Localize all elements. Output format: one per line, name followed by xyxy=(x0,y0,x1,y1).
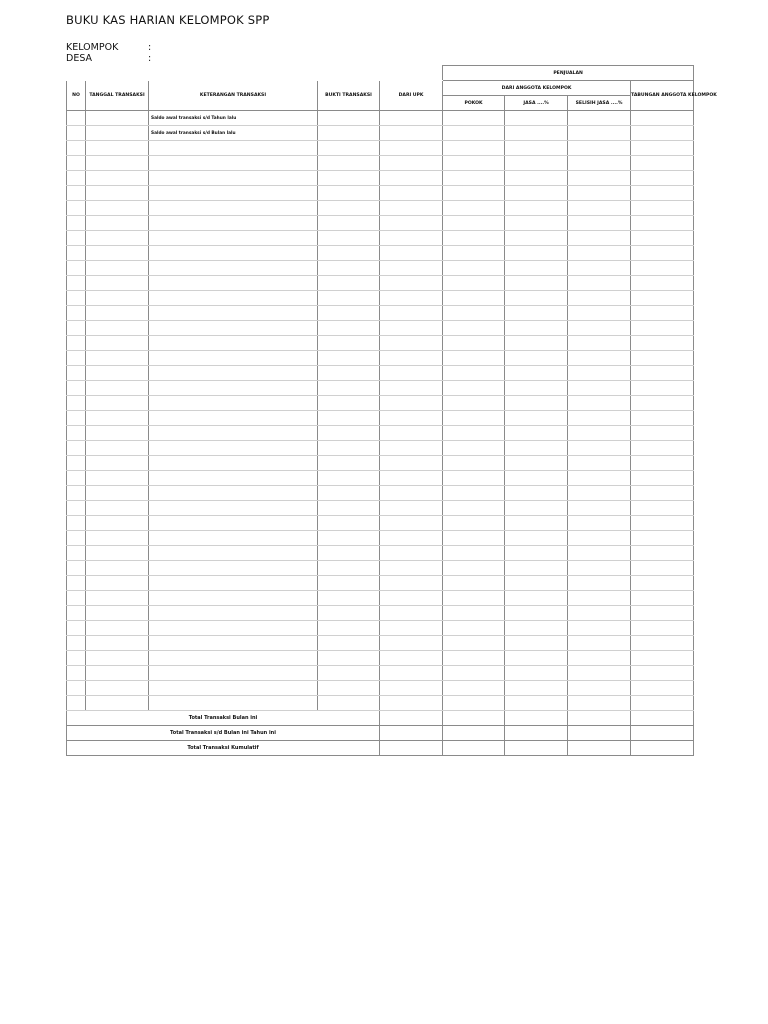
table-row xyxy=(67,351,694,366)
table-row xyxy=(67,126,694,141)
kelompok-field xyxy=(66,42,151,53)
table-row xyxy=(67,366,694,381)
table-row xyxy=(67,501,694,516)
total-kumulatif-label: Total Transaksi Kumulatif xyxy=(67,741,380,756)
table-row xyxy=(67,516,694,531)
table-row xyxy=(67,546,694,561)
total-bulan-ini-label: Total Transaksi Bulan ini xyxy=(67,711,380,726)
saldo-tahun-lalu: Saldo awal transaksi s/d Tahun lalu xyxy=(149,111,318,126)
table-row xyxy=(67,216,694,231)
table-row xyxy=(67,606,694,621)
table-row xyxy=(67,486,694,501)
table-row xyxy=(67,561,694,576)
table-row xyxy=(67,396,694,411)
header-pokok: POKOK xyxy=(443,96,505,111)
table-row xyxy=(67,381,694,396)
header-selisih: SELISIH JASA ....% xyxy=(568,96,631,111)
table-row xyxy=(67,666,694,681)
desa-label: DESA xyxy=(66,53,93,64)
header-tanggal: TANGGAL TRANSAKSI xyxy=(86,81,149,111)
ledger-body xyxy=(67,111,694,711)
table-row xyxy=(67,681,694,696)
table-row xyxy=(67,576,694,591)
header-bukti: BUKTI TRANSAKSI xyxy=(318,81,380,111)
table-row xyxy=(67,276,694,291)
kelompok-label: KELOMPOK xyxy=(66,42,119,53)
footer-row-total-kumulatif xyxy=(67,741,694,756)
table-row xyxy=(67,531,694,546)
table-row xyxy=(67,246,694,261)
desa-colon: : xyxy=(148,53,152,64)
document-title: BUKU KAS HARIAN KELOMPOK SPP xyxy=(66,13,270,27)
table-row xyxy=(67,201,694,216)
table-row xyxy=(67,636,694,651)
saldo-bulan-lalu: Saldo awal transaksi s/d Bulan lalu xyxy=(149,126,318,141)
header-penjualan: PENJUALAN xyxy=(443,66,694,81)
table-row xyxy=(67,321,694,336)
header-tabungan: TABUNGAN ANGGOTA KELOMPOK xyxy=(631,81,694,111)
header-dari-upk: DARI UPK xyxy=(380,81,443,111)
table-row xyxy=(67,291,694,306)
table-row xyxy=(67,411,694,426)
table-row xyxy=(67,111,694,126)
header-keterangan: KETERANGAN TRANSAKSI xyxy=(149,81,318,111)
table-row xyxy=(67,156,694,171)
header-jasa: JASA ....% xyxy=(505,96,568,111)
table-row xyxy=(67,231,694,246)
table-row xyxy=(67,141,694,156)
total-sd-bulan-ini-label: Total Transaksi s/d Bulan ini Tahun ini xyxy=(67,726,380,741)
table-row xyxy=(67,441,694,456)
cash-ledger-table xyxy=(66,65,717,756)
table-row xyxy=(67,471,694,486)
table-row xyxy=(67,306,694,321)
table-row xyxy=(67,621,694,636)
header-dari-anggota: DARI ANGGOTA KELOMPOK xyxy=(443,81,631,96)
table-row xyxy=(67,261,694,276)
table-row xyxy=(67,591,694,606)
table-row xyxy=(67,336,694,351)
desa-field xyxy=(66,53,151,64)
table-row xyxy=(67,171,694,186)
table-row xyxy=(67,696,694,711)
footer-row-total-sd-bulan-ini xyxy=(67,726,694,741)
table-row xyxy=(67,651,694,666)
table-row xyxy=(67,456,694,471)
footer-row-total-bulan-ini xyxy=(67,711,694,726)
header-no: NO xyxy=(67,81,86,111)
table-row xyxy=(67,186,694,201)
table-row xyxy=(67,426,694,441)
header-spacer xyxy=(67,66,443,81)
kelompok-colon: : xyxy=(148,42,152,53)
